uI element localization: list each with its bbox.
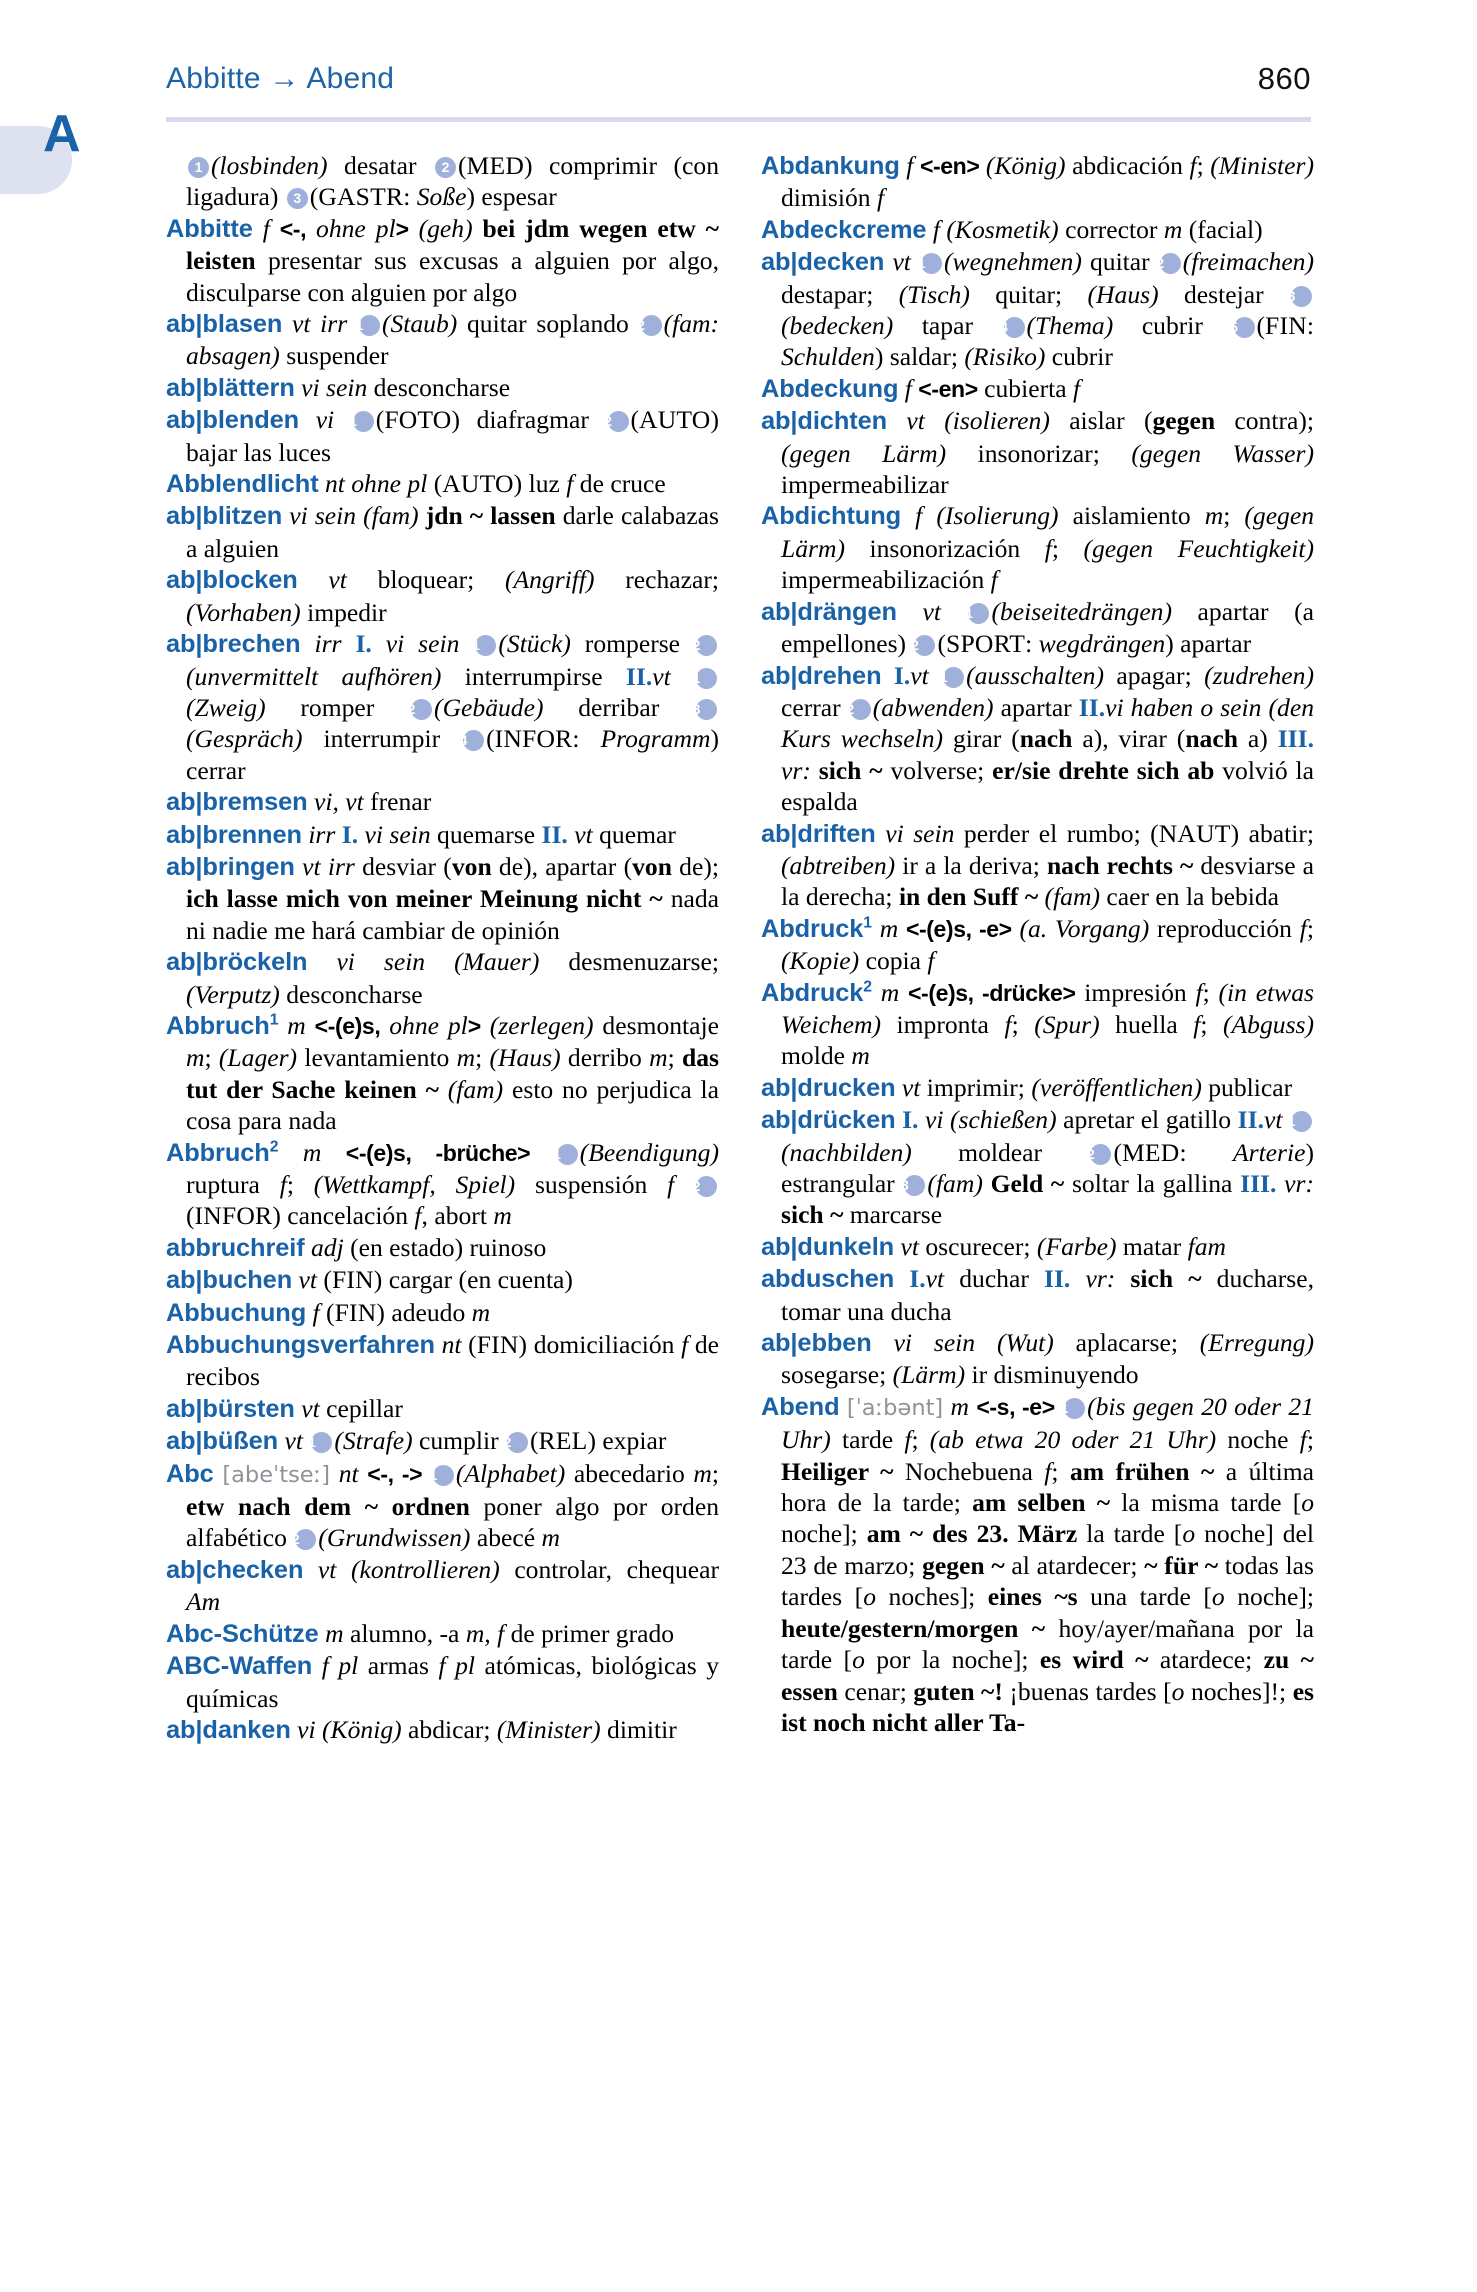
dictionary-entry: ab|bröckeln vi sein (Mauer) desmenuzarse; (Verputz) desconcharse [166,947,719,1009]
dictionary-entry: Abdeckung f <-en> cubierta f [761,373,1081,403]
dictionary-entry: ab|bürsten vt cepillar [166,1393,403,1423]
running-head [166,62,1311,114]
dictionary-entry: ab|büßen vt 1 (Strafe) cumplir 2 (REL) expiar [166,1426,667,1456]
dictionary-entry: ab|blenden vi 1 (FOTO) diafragmar 2 (AUTO) bajar las luces [166,405,719,467]
dictionary-entry: ab|drehen I.vt 1 (ausschalten) apagar; (zudrehen) cerrar 2 (abwenden) apartar II.vi haben o sein (den Kurs wechseln) girar (nach a), virar (nach a) III. vr: sich ~ volverse; er/sie drehte sich ab volvió la espalda [761,660,1315,817]
dictionary-entry: ab|drucken vt imprimir; (veröffentlichen) publicar [761,1072,1293,1102]
dictionary-entry: Abdichtung f (Isolierung) aislamiento m; (gegen Lärm) insonorización f; (gegen Feuchtigkeit) impermeabilización f [761,501,1315,595]
header-rule [166,117,1311,122]
page-number: 860 [1257,61,1311,96]
dictionary-entry: ab|dunkeln vt oscurecer; (Farbe) matar fam [761,1231,1226,1261]
dictionary-entry: ab|checken vt (kontrollieren) controlar, chequear Am [166,1554,719,1617]
dictionary-entry: Abbuchungsverfahren nt (FIN) domiciliación f de recibos [166,1330,719,1392]
dictionary-entry: Abbuchung f (FIN) adeudo m [166,1297,491,1327]
column-right [761,150,1314,1746]
dictionary-entry: ab|decken vt 1 (wegnehmen) quitar 2 (freimachen) destapar; (Tisch) quitar; (Haus) destejar 3(bedecken) tapar 4 (Thema) cubrir 5 (FIN: Schulden) saldar; (Risiko) cubrir [761,247,1314,372]
dictionary-entry: ab|drängen vt 1 (beiseitedrängen) apartar (a empellones) 2 (SPORT: wegdrängen) apartar [761,596,1315,659]
entry-continuation: 1 (losbinden) desatar 2 (MED) comprimir (con ligadura) 3 (GASTR: Soße) espesar [186,151,719,212]
dictionary-entry: Abc [abeˈtseː] nt <-, -> 1 (Alphabet) abecedario m; etw nach dem ~ ordnen poner algo por orden alfabético 2 (Grundwissen) abecé m [166,1458,720,1553]
dictionary-entry: Abbitte f <-, ohne pl> (geh) bei jdm wegen etw ~ leisten presentar sus excusas a alguien por algo, disculparse con alguien por algo [166,213,719,307]
dictionary-entry: ab|blitzen vi sein (fam) jdn ~ lassen darle calabazas a alguien [166,501,719,563]
dictionary-entry: Abdeckcreme f (Kosmetik) corrector m (facial) [761,214,1263,244]
dictionary-entry: ab|buchen vt (FIN) cargar (en cuenta) [166,1265,573,1295]
dictionary-entry: abbruchreif adj (en estado) ruinoso [166,1232,547,1262]
dictionary-entry: abduschen I.vt duchar II. vr: sich ~ ducharse, tomar una ducha [761,1264,1315,1326]
column-left [166,150,719,1746]
dictionary-entry: ab|brennen irr I. vi sein quemarse II. vt quemar [166,819,676,849]
dictionary-entry: Abdruck$^1$ m <-(e)s, -e> (a. Vorgang) reproducción f; (Kopie) copia f [761,913,1314,976]
dictionary-entry: ab|danken vi (König) abdicar; (Minister) dimitir [166,1714,677,1744]
dictionary-entry: Abend [ˈaːbənt] m <-s, -e> 1 (bis gegen 20 oder 21 Uhr) tarde f; (ab etwa 20 oder 21 Uhr) noche f; Heiliger ~ Nochebuena f; am frühen ~ a última hora de la tarde; am selben ~ la misma tarde [o noche]; am ~ des 23. März la tarde [o noche] del 23 de marzo; gegen ~ al atardecer; ~ für ~ todas las tardes [o noches]; eines ~s una tarde [o noche]; heute/gestern/morgen ~ hoy/ayer/mañana por la tarde [o por la noche]; es wird ~ atardece; zu ~ essen cenar; guten ~! ¡buenas tardes [o noches]!; es ist noch nicht aller Ta- [761,1391,1315,1737]
dictionary-entry: ab|blättern vi sein desconcharse [166,372,511,402]
dictionary-entry: ab|brechen irr I. vi sein 1 (Stück) romperse 2(unvermittelt aufhören) interrumpirse II.vt 1(Zweig) romper 2 (Gebäude) derribar 3(Gespräch) interrumpir 4 (INFOR: Programm) cerrar [166,629,719,785]
dictionary-entry: Abdruck$^2$ m <-(e)s, -drücke> impresión f; (in etwas Weichem) impronta f; (Spur) huella f; (Abguss) molde m [761,977,1315,1071]
dictionary-entry: ab|dichten vt (isolieren) aislar (gegen contra); (gegen Lärm) insonorizar; (gegen Wasser) impermeabilizar [761,406,1315,500]
dictionary-entry: Abbruch$^1$ m <-(e)s, ohne pl> (zerlegen) desmontaje m; (Lager) levantamiento m; (Haus) derribo m; das tut der Sache keinen ~ (fam) esto no perjudica la cosa para nada [166,1010,719,1136]
dictionary-entry: Abc-Schütze m alumno, -a m, f de primer grado [166,1618,675,1648]
thumb-index-letter: A [43,105,81,163]
dictionary-entry: Abblendlicht nt ohne pl (AUTO) luz f de cruce [166,469,666,499]
dictionary-entry: Abdankung f <-en> (König) abdicación f; (Minister) dimisión f [761,151,1314,213]
running-head-title: Abbitte → Abend [166,62,395,95]
dictionary-entry: ab|bringen vt irr desviar (von de), apartar (von de); ich lasse mich von meiner Meinung nicht ~ nada ni nadie me hará cambiar de opinión [166,851,720,945]
dictionary-entry: ab|blocken vt bloquear; (Angriff) rechazar; (Vorhaben) impedir [166,565,720,627]
dictionary-entry: ab|blasen vt irr 1 (Staub) quitar soplando 2 (fam: absagen) suspender [166,309,719,371]
dictionary-entry: ab|driften vi sein perder el rumbo; (NAUT) abatir; (abtreiben) ir a la deriva; nach rechts ~ desviarse a la derecha; in den Suff ~ (fam) caer en la bebida [761,818,1315,912]
dictionary-entry: ab|ebben vi sein (Wut) aplacarse; (Erregung) sosegarse; (Lärm) ir disminuyendo [761,1328,1314,1390]
dictionary-entry: Abbruch$^2$ m <-(e)s, -brüche> 1 (Beendigung) ruptura f; (Wettkampf, Spiel) suspensión f 2(INFOR) cancelación f, abort m [166,1137,719,1231]
text-columns [166,150,1314,1746]
dictionary-entry: ab|drücken I. vi (schießen) apretar el gatillo II.vt 1(nachbilden) moldear 2 (MED: Arterie) estrangular 3 (fam) Geld ~ soltar la gallina III. vr: sich ~ marcarse [761,1105,1314,1230]
dictionary-entry: ab|bremsen vi, vt frenar [166,787,432,817]
dictionary-entry: ABC-Waffen f pl armas f pl atómicas, biológicas y químicas [166,1651,719,1713]
